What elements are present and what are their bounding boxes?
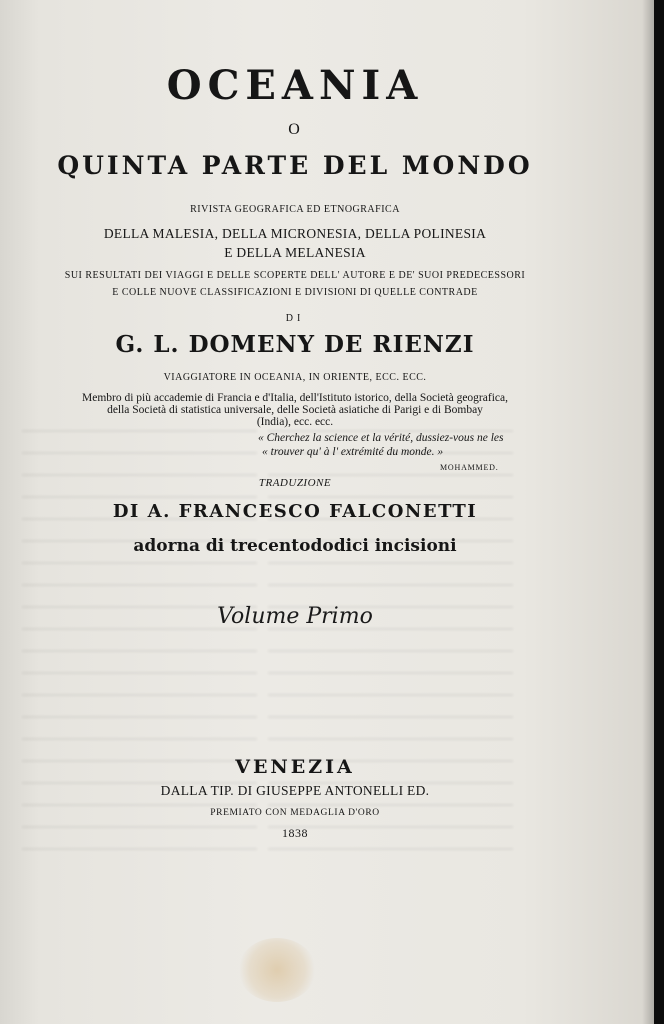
membership-line-3: (India), ecc. ecc. <box>256 416 334 428</box>
title-conjunction: O <box>288 121 302 138</box>
publication-city: VENEZIA <box>235 756 355 778</box>
basis-line-2: E COLLE NUOVE CLASSIFICAZIONI E DIVISIONI DI QUELLE CONTRADE <box>112 287 478 298</box>
publication-year: 1838 <box>282 826 308 840</box>
award-line: PREMIATO CON MEDAGLIA D'ORO <box>210 808 380 818</box>
show-through-column-right <box>268 430 513 870</box>
membership-line-1: Membro di più accademie di Francia e d'Italia, dell'Istituto istorico, della Società geografica, <box>82 392 508 404</box>
volume-label: Volume Primo <box>217 604 373 629</box>
book-title: OCEANIA <box>166 62 424 109</box>
translation-label: TRADUZIONE <box>258 477 332 489</box>
by-label: DI <box>285 313 305 324</box>
author-name: G. L. DOMENY DE RIENZI <box>115 331 475 358</box>
regions-line-2: E DELLA MELANESIA <box>224 245 366 260</box>
book-subtitle: QUINTA PARTE DEL MONDO <box>57 151 533 180</box>
description-line: RIVISTA GEOGRAFICA ED ETNOGRAFICA <box>190 204 400 215</box>
paper-stain <box>238 938 316 1002</box>
printer-line: DALLA TIP. DI GIUSEPPE ANTONELLI ED. <box>160 783 430 798</box>
page-edge-shadow <box>642 0 654 1024</box>
illustrations-note: adorna di trecentododici incisioni <box>133 536 457 556</box>
epigraph-line-1: « Cherchez la science et la vérité, dussiez-vous ne les <box>258 432 504 444</box>
epigraph-attribution: MOHAMMED. <box>440 463 499 472</box>
author-role: VIAGGIATORE IN OCEANIA, IN ORIENTE, ECC. ECC. <box>163 372 427 383</box>
translator-name: DI A. FRANCESCO FALCONETTI <box>112 501 478 522</box>
basis-line-1: SUI RESULTATI DEI VIAGGI E DELLE SCOPERTE DELL' AUTORE E DE' SUOI PREDECESSORI <box>64 270 526 281</box>
show-through-column-left <box>22 430 257 870</box>
epigraph-line-2: « trouver qu' à l' extrémité du monde. » <box>262 446 444 458</box>
membership-line-2: della Società di statistica universale, delle Società asiatiche di Parigi e di Bombay <box>107 404 483 416</box>
regions-line-1: DELLA MALESIA, DELLA MICRONESIA, DELLA POLINESIA <box>103 226 487 241</box>
